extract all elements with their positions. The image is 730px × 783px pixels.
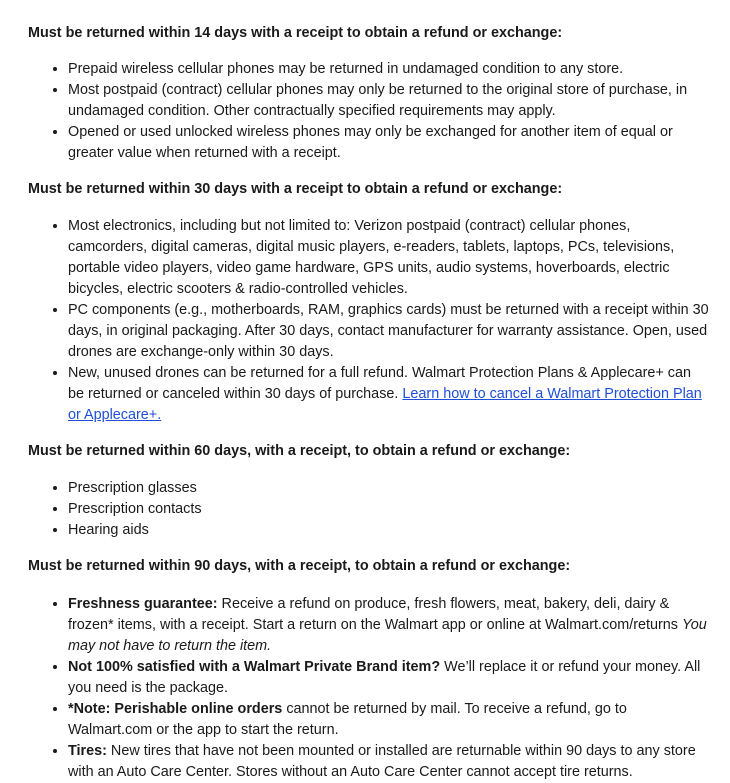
- list-60-days: [28, 478, 710, 541]
- item-text: Receive a refund on produce, fresh flowers, meat, bakery, deli, dairy & frozen* items, with a receipt. Start a return on the Walmart app or online at Walmart.com/returns: [68, 596, 682, 633]
- item-bold-label: Tires:: [68, 743, 107, 759]
- list-item: • Prescription contacts: [68, 499, 710, 520]
- section-heading-14-days: Must be returned within 14 days with a receipt to obtain a refund or exchange:: [28, 25, 563, 41]
- list-14-days: [28, 59, 710, 164]
- list-item: • PC components (e.g., motherboards, RAM, graphics cards) must be returned with a receipt within 30 days, in original packaging. After 30 days, contact manufacturer for warranty assistance. Open, used drones are exchange-only within 30 days.: [68, 300, 710, 363]
- cancel-protection-plan-link[interactable]: Learn how to cancel a Walmart Protection Plan or Applecare+.: [68, 386, 702, 423]
- item-italic-note: You may not have to return the item.: [68, 617, 707, 654]
- list-item: • Most postpaid (contract) cellular phones may only be returned to the original store of purchase, in undamaged condition. Other contractually specified requirements may apply.: [68, 80, 710, 122]
- item-text: We’ll replace it or refund your money. All you need is the package.: [68, 659, 701, 696]
- item-bold-label: *Note: Perishable online orders: [68, 701, 283, 717]
- section-heading-60-days: Must be returned within 60 days, with a receipt, to obtain a refund or exchange:: [28, 443, 571, 459]
- item-bold-label: Not 100% satisfied with a Walmart Private Brand item?: [68, 659, 441, 675]
- list-item: • Most electronics, including but not limited to: Verizon postpaid (contract) cellular phones, camcorders, digital cameras, digital music players, e-readers, tablets, laptops, PCs, televisions, portable video players, video game hardware, GPS units, audio systems, hoverboards, electric bicycles, electric scooters & radio-controlled vehicles.: [68, 216, 710, 300]
- item-bold-label: Freshness guarantee:: [68, 596, 218, 612]
- section-heading-90-days: Must be returned within 90 days, with a receipt, to obtain a refund or exchange:: [28, 558, 571, 574]
- list-item: [68, 657, 710, 699]
- list-90-days: [28, 594, 710, 783]
- list-item: [68, 594, 710, 657]
- list-item: • Prepaid wireless cellular phones may be returned in undamaged condition to any store.: [68, 59, 710, 80]
- return-policy-document: [28, 0, 710, 783]
- section-heading-30-days: Must be returned within 30 days with a receipt to obtain a refund or exchange:: [28, 181, 563, 197]
- list-30-days: [28, 216, 710, 426]
- item-text: New tires that have not been mounted or installed are returnable within 90 days to any store with an Auto Care Center. Stores without an Auto Care Center cannot accept tire returns.: [68, 743, 696, 780]
- list-item: • Hearing aids: [68, 520, 710, 541]
- item-text: cannot be returned by mail. To receive a refund, go to Walmart.com or the app to start the return.: [68, 701, 627, 738]
- list-item: • Prescription glasses: [68, 478, 710, 499]
- list-item: • Opened or used unlocked wireless phones may only be exchanged for another item of equal or greater value when returned with a receipt.: [68, 122, 710, 164]
- list-item-text: New, unused drones can be returned for a full refund. Walmart Protection Plans & Applecare+ can be returned or canceled within 30 days of purchase.: [68, 365, 692, 402]
- list-item: [68, 363, 710, 426]
- list-item: [68, 699, 710, 741]
- list-item: [68, 741, 710, 783]
